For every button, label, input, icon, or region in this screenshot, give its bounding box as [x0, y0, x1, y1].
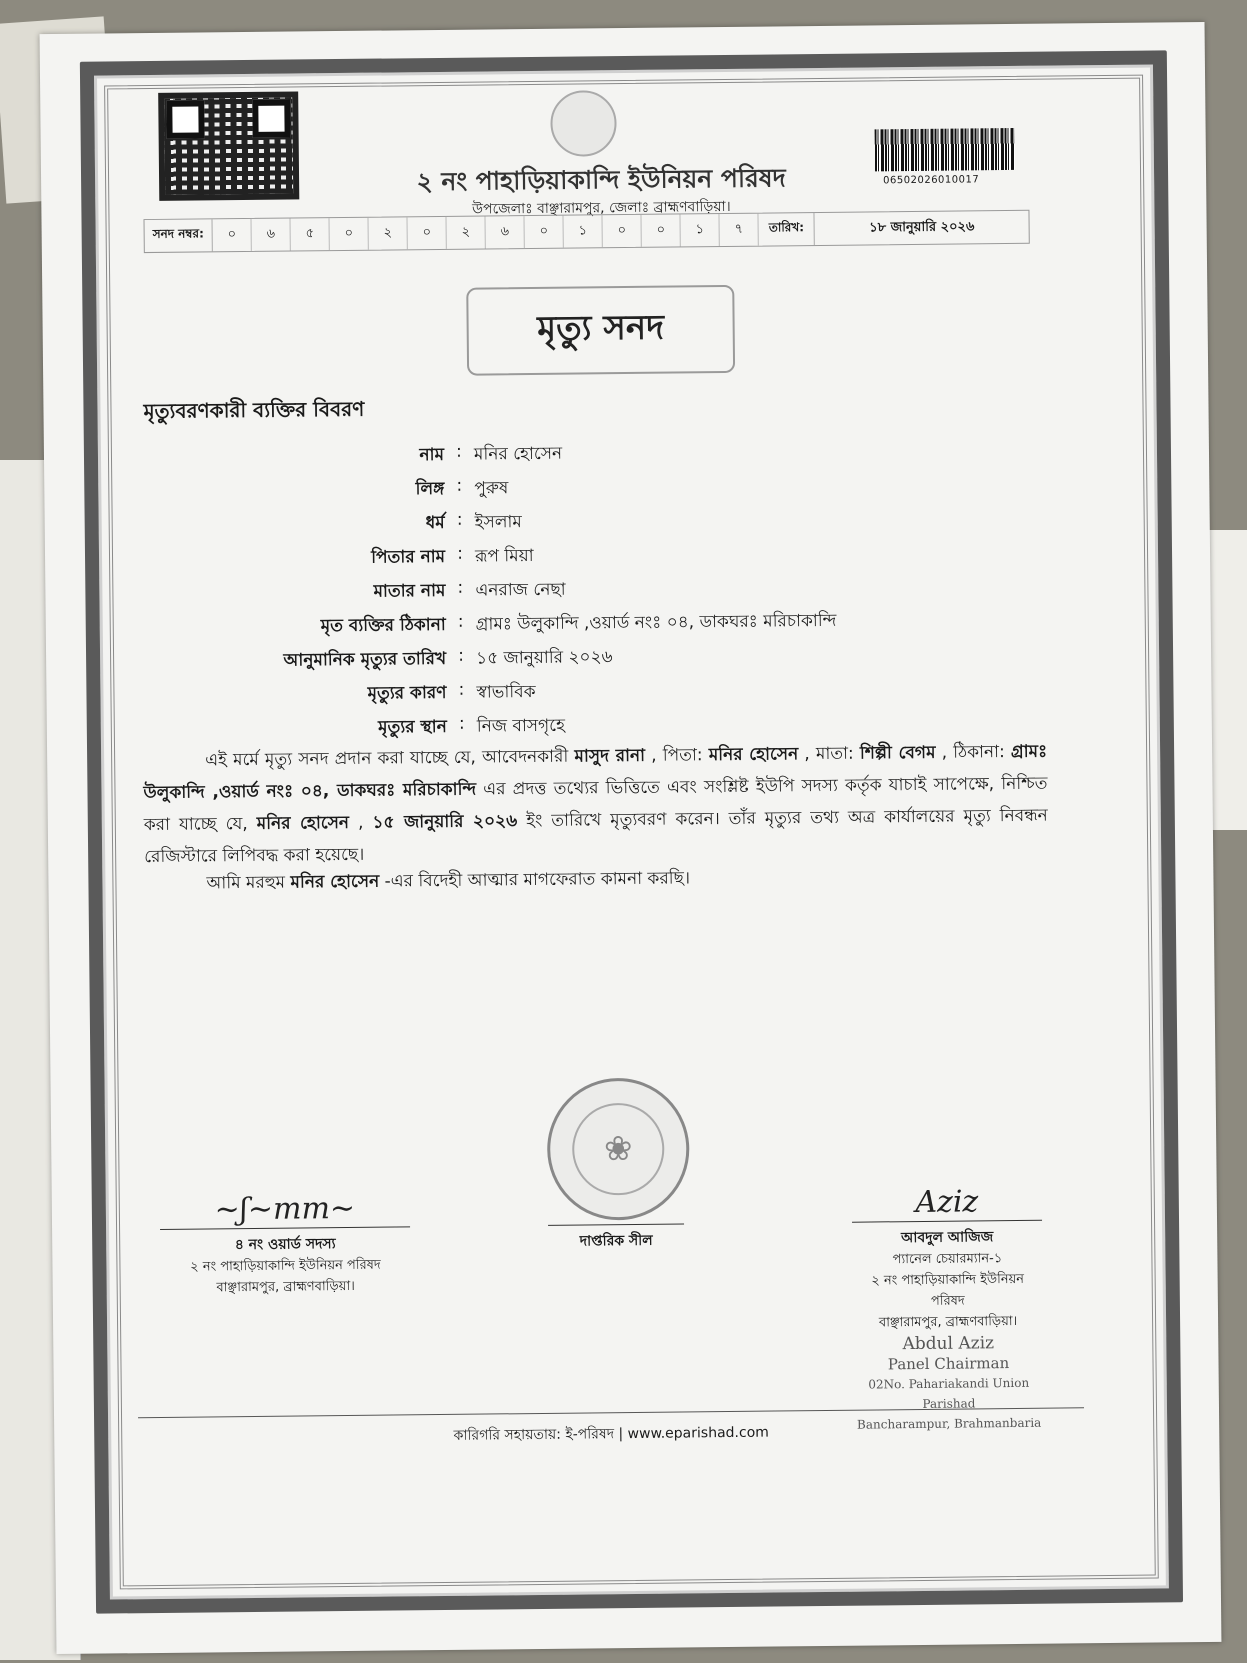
prayer-line: আমি মরহুম মনির হোসেন -এর বিদেহী আত্মার মাগফেরাত কামনা করছি। [206, 868, 691, 894]
certificate-digit: ১ [681, 214, 720, 246]
certificate-digit: ৬ [252, 219, 291, 251]
field-religion: ধর্ম : ইসলাম [145, 504, 1045, 541]
deceased-name: মনির হোসেন [256, 812, 350, 834]
certificate-digit: ২ [447, 216, 486, 248]
field-value: এনরাজ নেছা [475, 579, 566, 601]
field-label: ধর্ম [425, 512, 445, 534]
barcode-icon [875, 128, 1015, 171]
statement-text: , মাতা: [798, 743, 861, 765]
field-value: পুরুষ [474, 478, 509, 499]
field-label: মাতার নাম [373, 580, 446, 602]
field-label: আনুমানিক মৃত্যুর তারিখ [283, 648, 447, 671]
certificate-digit: ০ [603, 215, 642, 247]
field-death-cause: মৃত্যুর কারণ : স্বাভাবিক [146, 674, 1046, 711]
date-label: তারিখ: [759, 213, 816, 246]
applicant-address: গ্রামঃ উলুকান্দি ,ওয়ার্ড নংঃ ০৪, ডাকঘরঃ মরিচাকান্দি [143, 741, 1048, 804]
statement-text: , পিতা: [644, 745, 709, 766]
union-title: ২ নং পাহাড়িয়াকান্দি ইউনিয়ন পরিষদ [416, 163, 786, 197]
field-father-name: পিতার নাম : রূপ মিয়া [145, 538, 1045, 575]
death-certificate [40, 22, 1222, 1654]
office-seal-caption [548, 1223, 684, 1253]
certificate-digit: ০ [525, 216, 564, 248]
field-value: গ্রামঃ উলুকান্দি ,ওয়ার্ড নংঃ ০৪, ডাকঘরঃ মরিচাকান্দি [475, 610, 837, 635]
certificate-digit: ০ [330, 218, 369, 250]
seal-label: দাপ্তরিক সীল [579, 1232, 653, 1250]
signature-scribble-icon: Aziz [915, 1184, 979, 1221]
statement-text: , ঠিকানা: [935, 742, 1012, 763]
certificate-number-label: সনদ নম্বর: [145, 219, 214, 252]
statement-text: এই মর্মে মৃত্যু সনদ প্রদান করা যাচ্ছে যে, আবেদনকারী [205, 746, 575, 771]
signatory-location: বাঞ্ছারামপুর, ব্রাহ্মণবাড়িয়া। [878, 1313, 1018, 1331]
barcode-number: 06502026010017 [883, 174, 980, 187]
applicant-mother: শিল্পী বেগম [859, 742, 936, 764]
signatory-title: ৪ নং ওয়ার্ড সদস্য [234, 1236, 336, 1254]
field-death-date: আনুমানিক মৃত্যুর তারিখ : ১৫ জানুয়ারি ২০২৬ [146, 640, 1046, 677]
statement-text: ইং তারিখে মৃত্যুবরণ করেন। তাঁর মৃত্যুর তথ্য অত্র কার্যালয়ের মৃত্যু নিবন্ধন রেজিস্টারে লিপিবদ্ধ করা হয়েছে। [144, 805, 1048, 868]
statement-text: , [348, 812, 373, 833]
certificate-digit: ২ [369, 217, 408, 249]
applicant-father: মনির হোসেন [708, 744, 799, 766]
section-title: মৃত্যুবরণকারী ব্যক্তির বিবরণ [143, 396, 365, 424]
certificate-statement [143, 736, 1048, 873]
signatory-location: বাঞ্ছারামপুর, ব্রাহ্মণবাড়িয়া। [216, 1278, 355, 1296]
field-label: পিতার নাম [371, 546, 446, 568]
chairman-signature [852, 1184, 1045, 1435]
field-value: ইসলাম [474, 512, 522, 533]
certificate-digit: ০ [213, 219, 252, 251]
document-title: মৃত্যু সনদ [466, 285, 735, 376]
certificate-digit: ৫ [291, 218, 330, 250]
field-value: স্বাভাবিক [476, 681, 536, 703]
field-value: রূপ মিয়া [474, 545, 534, 567]
qr-code-icon [158, 91, 299, 200]
issue-date: ১৮ জানুয়ারি ২০২৬ [869, 218, 975, 235]
field-name: নাম : মনির হোসেন [144, 436, 1044, 473]
applicant-name: মাসুদ রানা [574, 745, 646, 767]
field-death-place: মৃত্যুর স্থান : নিজ বাসগৃহে [147, 708, 1047, 745]
field-value: ১৫ জানুয়ারি ২০২৬ [476, 647, 613, 669]
certificate-digit: ১ [564, 215, 603, 247]
death-date: ১৫ জানুয়ারি ২০২৬ [372, 811, 518, 833]
union-subtitle: উপজেলাঃ বাঞ্ছারামপুর, জেলাঃ ব্রাহ্মণবাড়িয়া। [472, 198, 731, 218]
ward-member-signature [160, 1190, 411, 1300]
name-stamp: Abdul Aziz Panel Chairman 02No. Pahariakandi Union Parishad Bancharampur, Brahmanbaria [856, 1333, 1042, 1432]
field-address: মৃত ব্যক্তির ঠিকানা : গ্রামঃ উলুকান্দি ,ওয়ার্ড নংঃ ০৪, ডাকঘরঃ মরিচাকান্দি [146, 606, 1046, 643]
signatory-office: ২ নং পাহাড়িয়াকান্দি ইউনিয়ন পরিষদ [190, 1257, 381, 1275]
signatory-name: আবদুল আজিজ [901, 1229, 994, 1247]
signatory-office: ২ নং পাহাড়িয়াকান্দি ইউনিয়ন পরিষদ [871, 1271, 1025, 1309]
certificate-digit: ৭ [720, 214, 759, 246]
field-label: মৃত ব্যক্তির ঠিকানা [320, 614, 446, 637]
footer-credit: কারিগরি সহায়তায়: ই-পরিষদ | www.eparishad.com [453, 1424, 769, 1444]
signatory-title: প্যানেল চেয়ারম্যান-১ [892, 1251, 1003, 1268]
certificate-digit: ৬ [486, 216, 525, 248]
field-label: মৃত্যুর কারণ [367, 682, 447, 704]
field-mother-name: মাতার নাম : এনরাজ নেছা [145, 572, 1045, 609]
government-emblem-icon [550, 90, 617, 157]
field-label: মৃত্যুর স্থান [377, 716, 447, 738]
field-label: লিঙ্গ [415, 478, 445, 500]
deceased-name: মনির হোসেন [290, 871, 380, 893]
field-gender: লিঙ্গ : পুরুষ [144, 470, 1044, 507]
statement-text: এর প্রদত্ত তথ্যের ভিত্তিতে এবং সংশ্লিষ্ট ইউপি সদস্য কর্তৃক যাচাই সাপেক্ষে, নিশ্চিত করা যাচ্ছে যে, [143, 773, 1048, 836]
certificate-digit: ০ [642, 214, 681, 246]
field-value: মনির হোসেন [473, 443, 563, 465]
seal-emblem-icon: ❀ [572, 1103, 665, 1196]
certificate-digit: ০ [408, 217, 447, 249]
field-value: নিজ বাসগৃহে [476, 715, 566, 737]
field-label: নাম [419, 444, 445, 466]
signature-scribble-icon: ~ʃ~mm~ [214, 1190, 356, 1228]
